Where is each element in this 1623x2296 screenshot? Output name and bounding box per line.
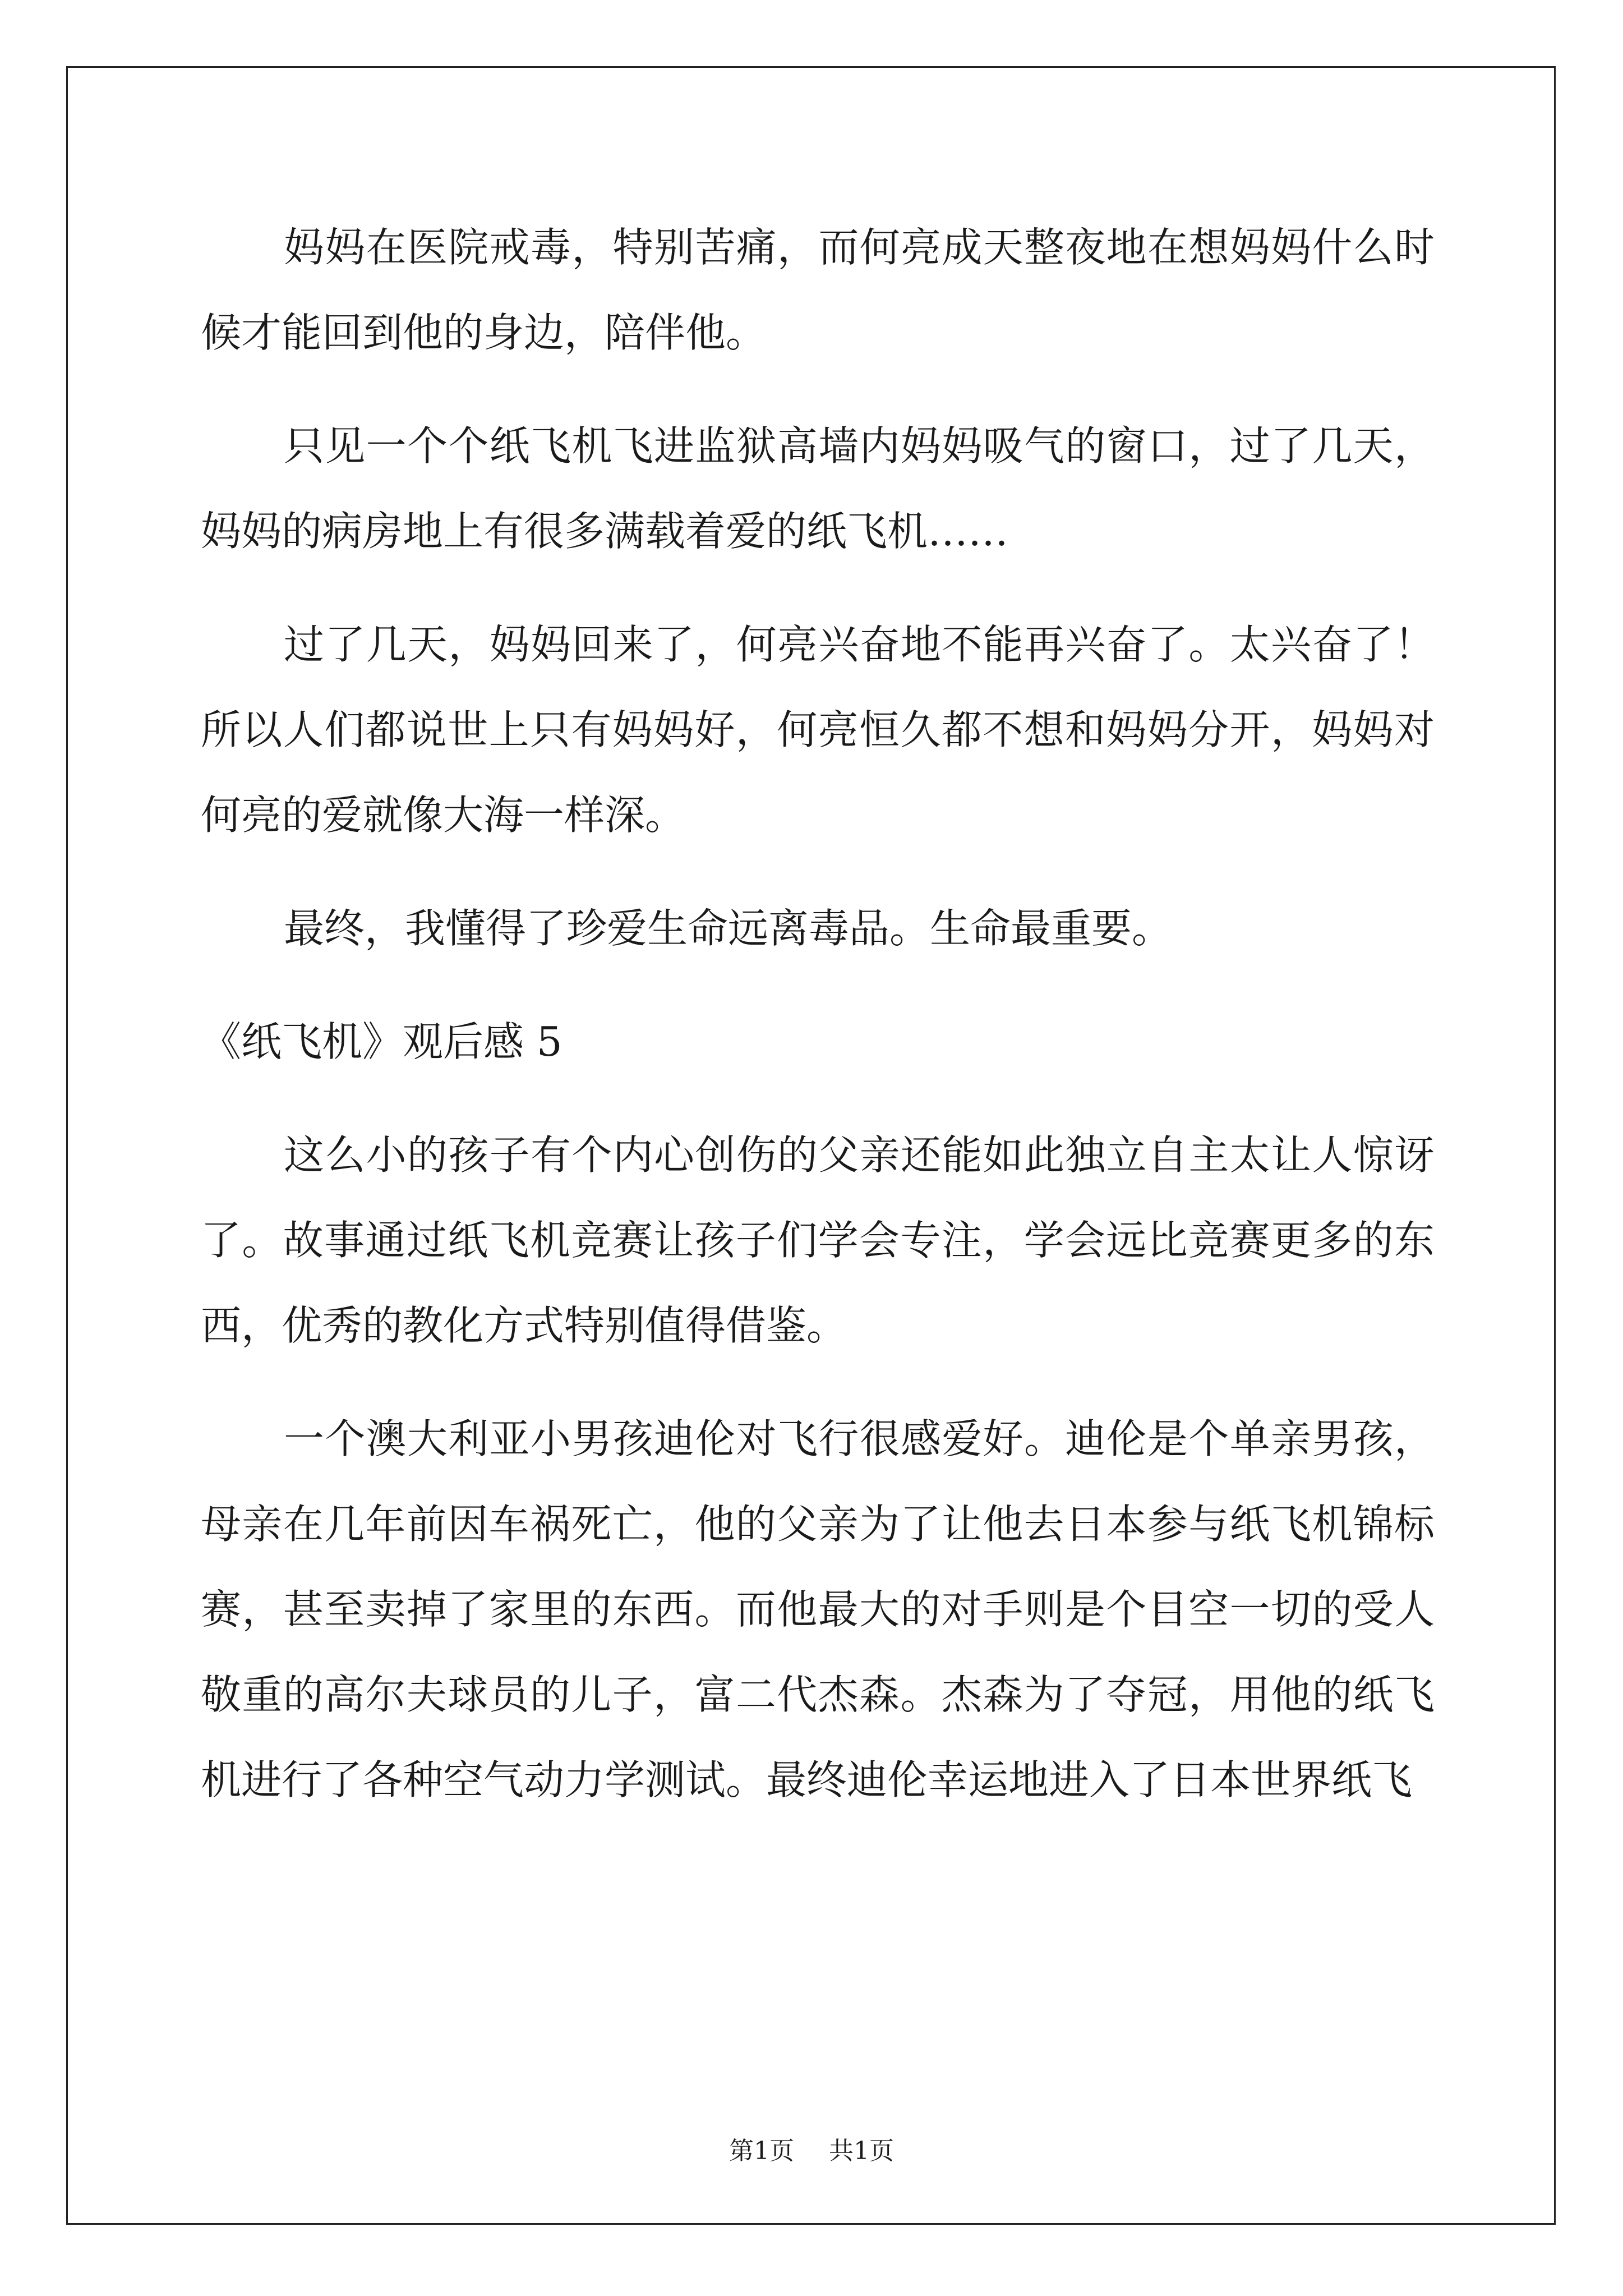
document-body: [201, 205, 1435, 1823]
paragraph: 过了几天，妈妈回来了，何亮兴奋地不能再兴奋了。太兴奋了！所以人们都说世上只有妈妈好，何亮恒久都不想和妈妈分开，妈妈对何亮的爱就像大海一样深。: [201, 621, 1435, 839]
paragraph: 只见一个个纸飞机飞进监狱高墙内妈妈吸气的窗口，过了几天，妈妈的病房地上有很多满载着爱的纸飞机……: [201, 422, 1435, 555]
page-number: 第1页: [729, 2137, 794, 2165]
page-footer: [0, 2134, 1623, 2168]
paragraph: 这么小的孩子有个内心创伤的父亲还能如此独立自主太让人惊讶了。故事通过纸飞机竞赛让孩子们学会专注，学会远比竞赛更多的东西，优秀的教化方式特别值得借鉴。: [201, 1131, 1435, 1349]
paragraph: 最终，我懂得了珍爱生命远离毒品。生命最重要。: [284, 905, 1173, 952]
section-heading: 《纸飞机》观后感 5: [201, 1018, 562, 1065]
page-total: 共1页: [829, 2137, 894, 2165]
paragraph: 妈妈在医院戒毒，特别苦痛，而何亮成天整夜地在想妈妈什么时候才能回到他的身边，陪伴他。: [201, 224, 1435, 356]
paragraph: 一个澳大利亚小男孩迪伦对飞行很感爱好。迪伦是个单亲男孩，母亲在几年前因车祸死亡，他的父亲为了让他去日本参与纸飞机锦标赛，甚至卖掉了家里的东西。而他最大的对手则是个目空一切的受人敬重的高尔夫球员的儿子，富二代杰森。杰森为了夺冠，用他的纸飞机进行了各种空气动力学测试。最终迪伦幸运地进入了日本世界纸飞: [201, 1415, 1435, 1803]
